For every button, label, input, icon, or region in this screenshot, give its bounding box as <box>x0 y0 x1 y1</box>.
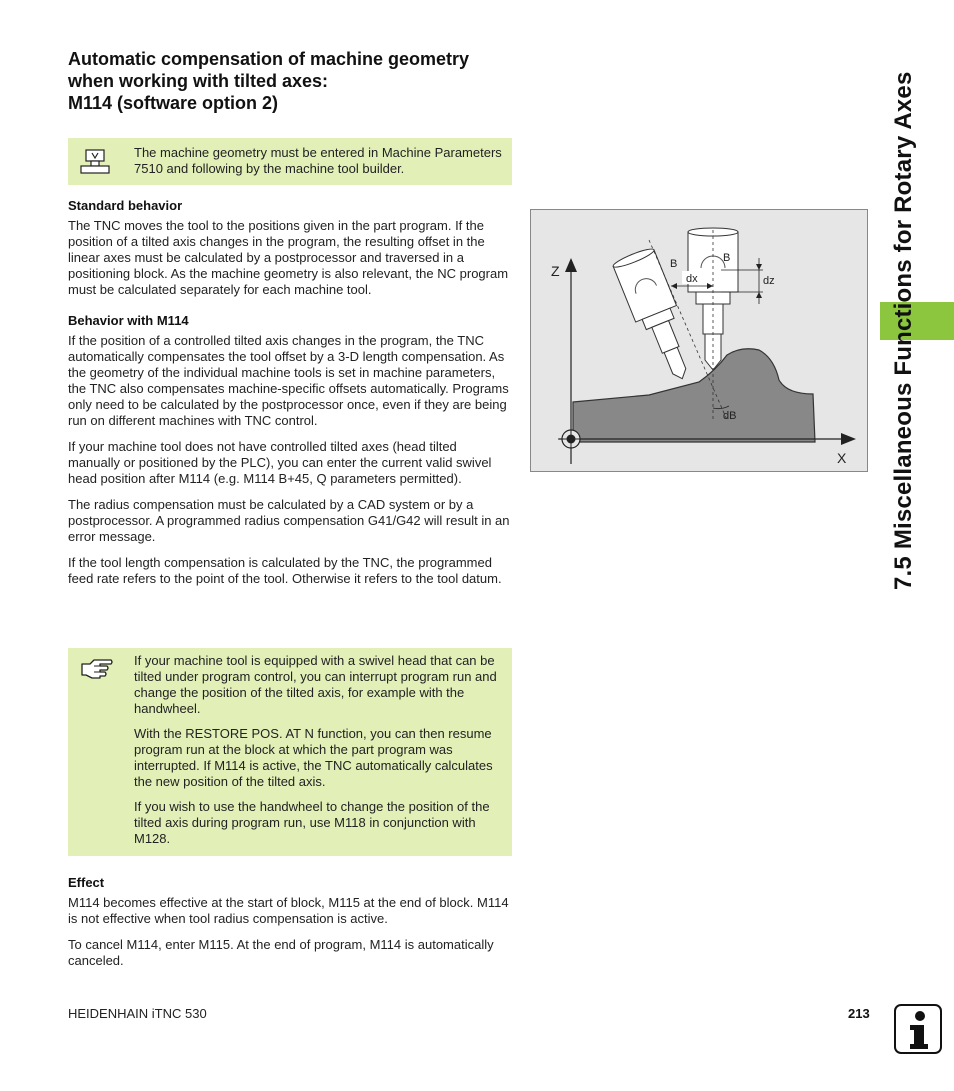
title-line-2: when working with tilted axes: <box>68 71 329 91</box>
tilted-axis-diagram <box>531 210 867 471</box>
standard-behavior-heading: Standard behavior <box>68 198 183 213</box>
standard-behavior-section <box>68 198 512 308</box>
behavior-m114-section <box>68 313 512 597</box>
info-icon <box>894 1004 942 1054</box>
chapter-title: 7.5 Miscellaneous Functions for Rotary Axes <box>890 71 917 590</box>
behavior-m114-heading: Behavior with M114 <box>68 313 189 328</box>
manual-name: HEIDENHAIN iTNC 530 <box>68 1006 207 1021</box>
info-glyph <box>896 1006 940 1052</box>
dz-label: dz <box>763 275 775 287</box>
b-right-label: B <box>723 252 731 264</box>
tilted-axis-figure <box>530 209 868 472</box>
title-line-1: Automatic compensation of machine geometry <box>68 49 470 69</box>
swivel-head-note-paragraph-1: If your machine tool is equipped with a swivel head that can be tilted under program control, you can interrupt program run and change the position of the tilted axis, for example with the handwheel. <box>134 653 497 716</box>
effect-paragraph-2: To cancel M114, enter M115. At the end of program, M114 is automatically canceled. <box>68 937 494 968</box>
workpiece-shape <box>573 349 815 442</box>
machine-parameter-note <box>68 138 512 185</box>
pointing-hand-icon <box>80 658 114 680</box>
standard-behavior-text: The TNC moves the tool to the positions given in the part program. If the position of a tilted axis changes in the program, the resulting offset in the linear axes must be calculated by a postprocessor and traversed in a positioning block. As the machine geometry is also relevant, the NC program must be calculated separately for each machine tool. <box>68 218 509 297</box>
swivel-head-note-paragraph-3: If you wish to use the handwheel to change the position of the tilted axis during program run, use M118 in conjunction with M128. <box>134 799 490 846</box>
behavior-m114-paragraph-1: If the position of a controlled tilted axis changes in the program, the TNC automatically compensates the tool offset by a 3-D length compensation. As the geometry of the individual machine tools is set in machine parameters, the TNC also compensates machine-specific offsets automatically. Programs only need to be calculated by the postprocessor once, even if they are being run on different machines with TNC control. <box>68 333 509 428</box>
page-title <box>68 48 528 114</box>
machine-parameter-note-text: The machine geometry must be entered in Machine Parameters 7510 and following by the machine tool builder. <box>134 145 502 176</box>
effect-heading: Effect <box>68 875 105 890</box>
title-line-3: M114 (software option 2) <box>68 93 279 113</box>
swivel-head-note-text <box>134 653 508 856</box>
behavior-m114-paragraph-2: If your machine tool does not have controlled tilted axes (head tilted manually or positioned by the PLC), you can enter the current valid swivel head position after M114 (e.g. M114 B+45, Q parameters permitted). <box>68 439 492 486</box>
b-left-label: B <box>670 258 678 270</box>
x-axis-arrow <box>841 433 856 445</box>
db-label: dB <box>723 410 737 422</box>
swivel-head-note <box>68 648 512 856</box>
behavior-m114-paragraph-3: The radius compensation must be calculated by a CAD system or by a postprocessor. A programmed radius compensation G41/G42 will result in an error message. <box>68 497 510 544</box>
page-number: 213 <box>848 1006 870 1021</box>
swivel-head-note-paragraph-2: With the RESTORE POS. AT N function, you can then resume program run at the block at which the part program was interrupted. If M114 is active, the TNC automatically calculates the new position of the tilted axis. <box>134 726 493 789</box>
effect-paragraph-1: M114 becomes effective at the start of block, M115 at the end of block. M114 is not effective when tool radius compensation is active. <box>68 895 509 926</box>
dx-label: dx <box>686 273 698 285</box>
machine-parameter-icon <box>80 149 110 175</box>
x-axis-label: X <box>837 450 847 466</box>
z-axis-arrow <box>565 258 577 272</box>
effect-section <box>68 875 512 979</box>
z-axis-label: Z <box>551 263 560 279</box>
behavior-m114-paragraph-4: If the tool length compensation is calculated by the TNC, the programmed feed rate refers to the point of the tool. Otherwise it refers to the tool datum. <box>68 555 502 586</box>
